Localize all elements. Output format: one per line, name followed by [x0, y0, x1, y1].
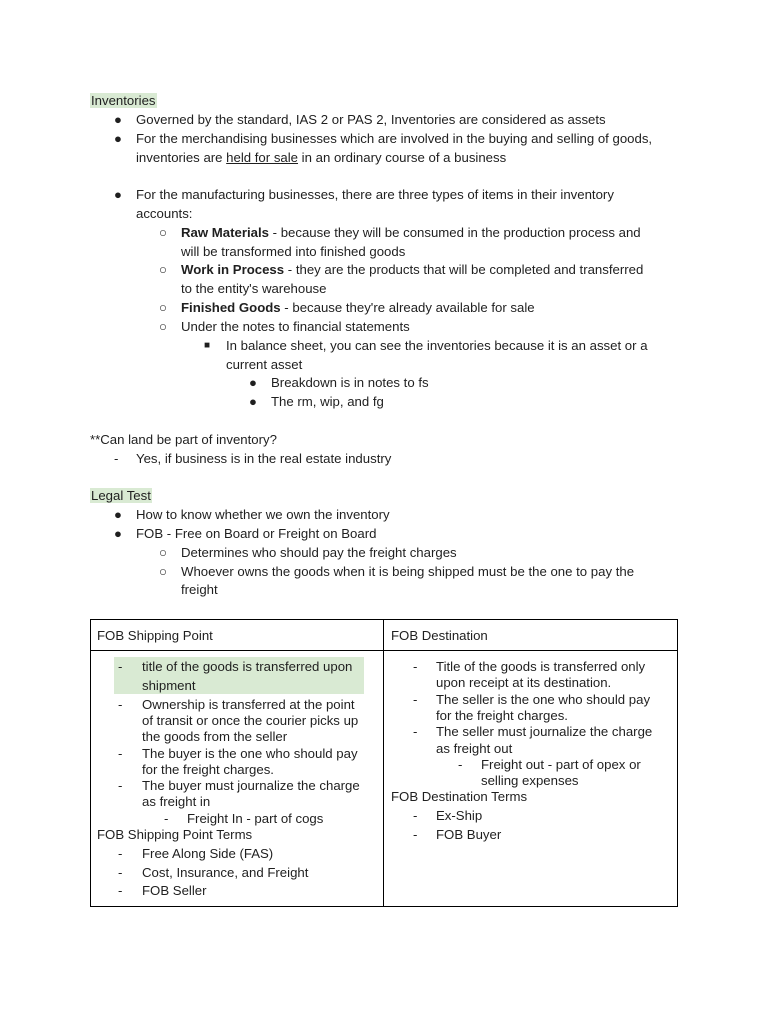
dash-bullet-icon: -: [118, 697, 123, 712]
held-for-sale-underlined: held for sale: [226, 150, 299, 165]
text-line: shipment: [142, 678, 196, 693]
section-heading-inventories: Inventories: [91, 93, 156, 108]
bullet-icon: ●: [249, 375, 257, 390]
text-line: FOB Seller: [142, 883, 207, 898]
text-line: for the freight charges.: [142, 762, 274, 777]
dash-bullet-icon: -: [413, 692, 418, 707]
text-line: Work in Process - they are the products that will be completed and transferred: [181, 262, 644, 277]
terms-heading-shipping-point: FOB Shipping Point Terms: [97, 827, 253, 842]
text-line: will be transformed into finished goods: [181, 244, 406, 259]
text-line: Ownership is transferred at the point: [142, 697, 355, 712]
text-line: Breakdown is in notes to fs: [271, 375, 429, 390]
text-line: The buyer is the one who should pay: [142, 746, 358, 761]
hollow-bullet-icon: ○: [159, 300, 167, 315]
bullet-icon: ●: [114, 507, 122, 522]
dash-bullet-icon: -: [118, 746, 123, 761]
text-line: Freight In - part of cogs: [187, 811, 324, 826]
text-line: title of the goods is transferred upon: [142, 659, 353, 674]
dash-bullet-icon: -: [458, 757, 463, 772]
section-heading-legal-test: Legal Test: [91, 488, 151, 503]
dash-bullet-icon: -: [164, 811, 169, 826]
dash-bullet-icon: -: [118, 778, 123, 793]
text-line: for the freight charges.: [436, 708, 568, 723]
table-header-destination: FOB Destination: [391, 628, 488, 643]
dash-bullet-icon: -: [413, 827, 418, 842]
bullet-icon: ●: [114, 131, 122, 146]
text-line: How to know whether we own the inventory: [136, 507, 390, 522]
bullet-icon: ●: [114, 112, 122, 127]
answer-line: Yes, if business is in the real estate industry: [136, 451, 392, 466]
dash-bullet-icon: -: [413, 724, 418, 739]
text-line: The buyer must journalize the charge: [142, 778, 360, 793]
text-line: as freight out: [436, 741, 513, 756]
text-line: The seller must journalize the charge: [436, 724, 653, 739]
text-line: of transit or once the courier picks up: [142, 713, 359, 728]
text-line: FOB - Free on Board or Freight on Board: [136, 526, 377, 541]
text-line: Freight out - part of opex or: [481, 757, 641, 772]
text-line: Raw Materials - because they will be consumed in the production process and: [181, 225, 641, 240]
dash-bullet-icon: -: [118, 659, 123, 674]
text-line: Governed by the standard, IAS 2 or PAS 2, Inventories are considered as assets: [136, 112, 606, 127]
dash-bullet-icon: -: [118, 883, 123, 898]
dash-bullet-icon: -: [413, 659, 418, 674]
text-line: Determines who should pay the freight charges: [181, 545, 457, 560]
text-line: For the manufacturing businesses, there are three types of items in their inventory: [136, 187, 614, 202]
text-line: current asset: [226, 357, 303, 372]
hollow-bullet-icon: ○: [159, 564, 167, 579]
table-header-divider: [90, 650, 678, 651]
terms-heading-destination: FOB Destination Terms: [391, 789, 528, 804]
table-header-shipping-point: FOB Shipping Point: [97, 628, 213, 643]
text-line: For the merchandising businesses which are involved in the buying and selling of goods,: [136, 131, 653, 146]
table-column-divider: [383, 619, 384, 907]
dash-bullet-icon: -: [118, 846, 123, 861]
bullet-icon: ●: [249, 394, 257, 409]
question-line: **Can land be part of inventory?: [90, 432, 277, 447]
text-line: upon receipt at its destination.: [436, 675, 612, 690]
bullet-icon: ●: [114, 526, 122, 541]
text-line: Finished Goods - because they're already available for sale: [181, 300, 535, 315]
dash-bullet-icon: -: [413, 808, 418, 823]
bullet-icon: ●: [114, 187, 122, 202]
text-line: as freight in: [142, 794, 211, 809]
text-line: the goods from the seller: [142, 729, 288, 744]
hollow-bullet-icon: ○: [159, 545, 167, 560]
hollow-bullet-icon: ○: [159, 319, 167, 334]
text-line: Whoever owns the goods when it is being shipped must be the one to pay the: [181, 564, 635, 579]
dash-bullet-icon: -: [114, 451, 119, 466]
dash-bullet-icon: -: [118, 865, 123, 880]
text-line: to the entity's warehouse: [181, 281, 327, 296]
text-line: FOB Buyer: [436, 827, 502, 842]
text-line: The seller is the one who should pay: [436, 692, 651, 707]
text-line: Title of the goods is transferred only: [436, 659, 646, 674]
text-line: Ex-Ship: [436, 808, 483, 823]
text-line: accounts:: [136, 206, 193, 221]
text-line: In balance sheet, you can see the inventories because it is an asset or a: [226, 338, 648, 353]
square-bullet-icon: ■: [204, 340, 211, 351]
text-line: The rm, wip, and fg: [271, 394, 384, 409]
text-line: Cost, Insurance, and Freight: [142, 865, 309, 880]
text-line: inventories are held for sale in an ordinary course of a business: [136, 150, 507, 165]
text-line: freight: [181, 582, 218, 597]
hollow-bullet-icon: ○: [159, 262, 167, 277]
text-line: selling expenses: [481, 773, 579, 788]
text-line: Free Along Side (FAS): [142, 846, 274, 861]
hollow-bullet-icon: ○: [159, 225, 167, 240]
text-line: Under the notes to financial statements: [181, 319, 410, 334]
